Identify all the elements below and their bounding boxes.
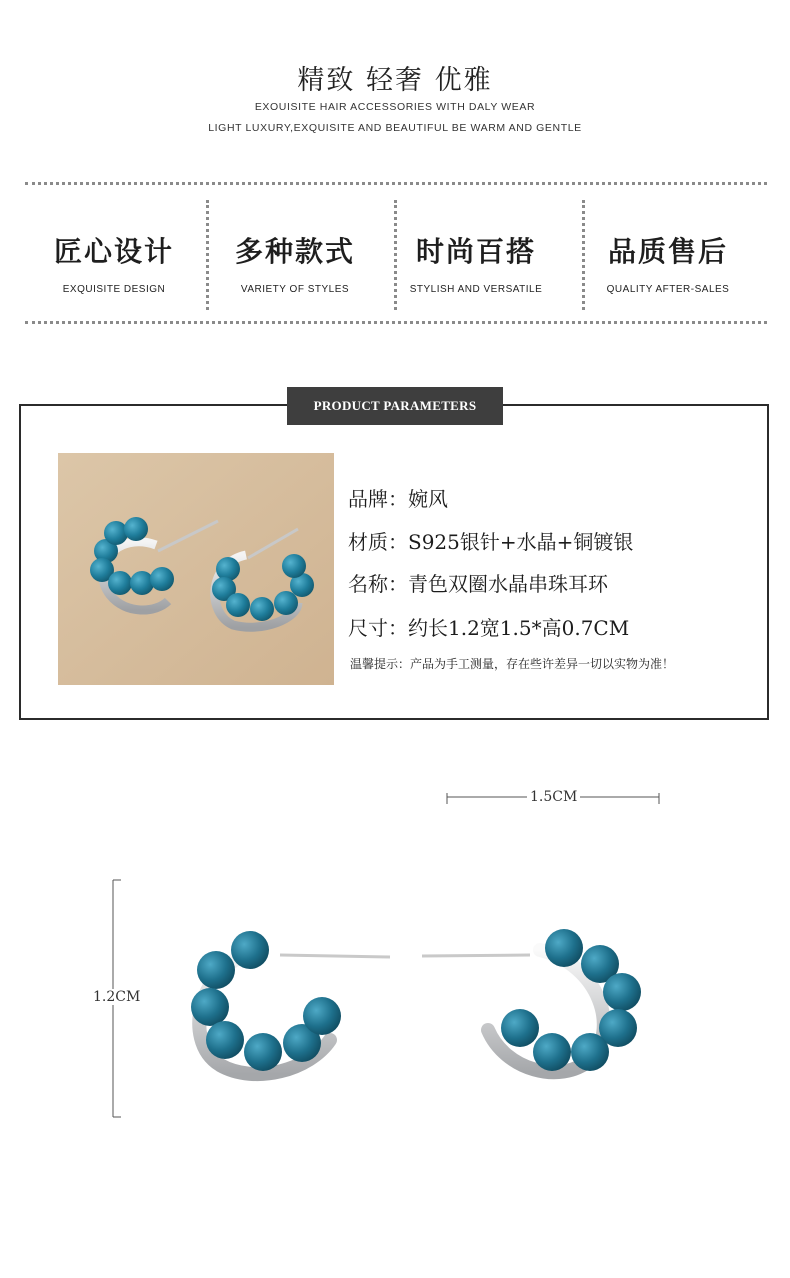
height-dimension-label: 1.2CM xyxy=(90,989,143,1005)
dotted-divider-top xyxy=(25,182,767,185)
feature-design xyxy=(24,200,204,310)
feature-title: 时尚百搭 xyxy=(415,235,536,268)
measurement-note: 温馨提示：产品为手工测量，存在些许差异一切以实物为准！ xyxy=(350,657,675,671)
feature-title: 品质售后 xyxy=(607,235,728,268)
feature-row xyxy=(20,200,770,310)
feature-versatile xyxy=(386,200,566,310)
spec-material: 材质：S925银针+水晶+铜镀银 xyxy=(348,530,634,554)
page-title: 精致 轻奢 优雅 xyxy=(297,65,493,96)
feature-title: 匠心设计 xyxy=(53,235,174,268)
spec-size: 尺寸：约长1.2宽1.5*高0.7CM xyxy=(348,616,630,640)
feature-caption: VARIETY OF STYLES xyxy=(240,284,350,295)
subtitle-line-1: EXOUISITE HAIR ACCESSORIES WITH DALY WEAR xyxy=(254,101,536,113)
dotted-divider-bottom xyxy=(25,321,767,324)
product-parameters-tab: PRODUCT PARAMETERS xyxy=(287,387,503,425)
earring-left xyxy=(191,931,390,1074)
spec-name: 名称：青色双圈水晶串珠耳环 xyxy=(348,572,608,596)
feature-caption: QUALITY AFTER-SALES xyxy=(606,284,730,295)
feature-caption: STYLISH AND VERSATILE xyxy=(409,284,543,295)
subtitle-line-2: LIGHT LUXURY,EXQUISITE AND BEAUTIFUL BE WARM AND GENTLE xyxy=(208,122,582,134)
feature-caption: EXQUISITE DESIGN xyxy=(62,284,166,295)
feature-after-sales xyxy=(578,200,758,310)
feature-styles xyxy=(205,200,385,310)
product-photo xyxy=(58,453,334,685)
spec-brand: 品牌：婉风 xyxy=(348,487,448,511)
earring-right xyxy=(422,929,641,1072)
width-dimension-label: 1.5CM xyxy=(527,789,580,805)
dimension-drawing xyxy=(0,760,790,1160)
feature-title: 多种款式 xyxy=(234,235,355,268)
